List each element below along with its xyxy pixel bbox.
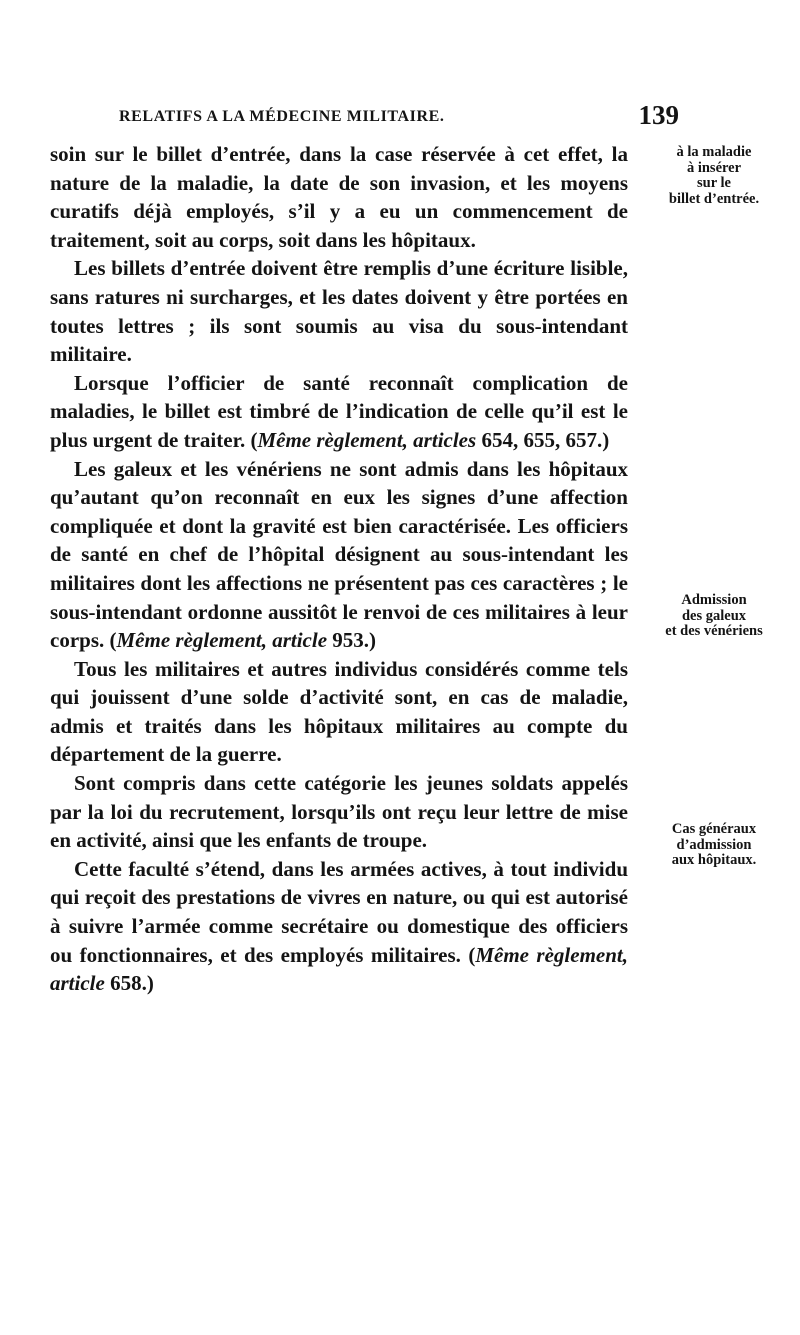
- margin-note-line: Admission: [681, 592, 747, 608]
- paragraph-4-reference: Même règlement, article: [116, 628, 328, 653]
- running-title: RELATIFS A LA MÉDECINE MILITAIRE.: [119, 108, 445, 125]
- margin-note-admission-galeux: [628, 593, 800, 640]
- margin-note-billet-entree: [628, 145, 800, 207]
- paragraph-3-text: Lorsque l’officier de santé reconnaît complication de maladies, le billet est timbré de l’indication de celle qu’il est le plus urgent de traiter. (: [50, 370, 628, 452]
- paragraph-2: Les billets d’entrée doivent être remplis d’une écriture lisible, sans ratures ni surcharges, et les dates doivent y être portées en toutes lettres ; ils sont soumis au visa du sous-intendant militaire.: [50, 256, 628, 367]
- margin-note-line: sur le: [697, 175, 731, 191]
- paragraph-4: [50, 455, 628, 655]
- margin-note-line: et des vénériens: [665, 623, 763, 639]
- paragraph-7-reference: Même règlement, article: [50, 942, 629, 996]
- paragraph-4-article-numbers: 953.): [327, 628, 377, 653]
- paragraph-7-article-numbers: 658.): [104, 971, 154, 996]
- margin-note-line: Cas généraux: [671, 821, 757, 837]
- margin-note-line: aux hôpitaux.: [671, 852, 757, 868]
- paragraph-3: [50, 369, 628, 455]
- running-header: [119, 100, 679, 130]
- page-number: 139: [638, 100, 679, 130]
- margin-note-cas-generaux: [628, 822, 800, 869]
- paragraph-5: Tous les militaires et autres individus considérés comme tels qui jouissent d’une solde d’activité sont, en cas de maladie, admis et traités dans les hôpitaux militaires au compte du département de la guerre.: [50, 656, 628, 767]
- paragraph-6: Sont compris dans cette catégorie les jeunes soldats appelés par la loi du recrutement, lorsqu’ils ont reçu leur lettre de mise en activité, ainsi que les enfants de troupe.: [50, 771, 628, 853]
- paragraph-3-reference: Même règlement, articles: [257, 427, 477, 452]
- margin-note-line: à insérer: [686, 159, 742, 176]
- margin-note-line: d’admission: [676, 836, 752, 853]
- paragraph-7: [50, 855, 628, 998]
- main-text: [50, 140, 628, 998]
- margin-note-line: billet d’entrée.: [668, 190, 760, 207]
- paragraph-1: soin sur le billet d’entrée, dans la case réservée à cet effet, la nature de la maladie, la date de son invasion, et les moyens curatifs déjà employés, s’il y a eu un commencement de traitement, soit au corps, soit dans les hôpitaux.: [50, 142, 628, 252]
- paragraph-7-text: Cette faculté s’étend, dans les armées actives, à tout individu qui reçoit des prestations de vivres en nature, ou qui est autorisé à suivre l’armée comme secrétaire ou domestique des officiers ou fonctionnaires, et des employés militaires. (: [50, 856, 628, 967]
- margin-note-line: à la maladie: [676, 144, 752, 160]
- paragraph-4-text: Les galeux et les vénériens ne sont admis dans les hôpitaux qu’autant qu’on reconnaît en eux les signes d’une affection compliquée et dont la gravité est bien caractérisée. Les officiers de santé en chef de l’hôpital désignent au sous-intendant les militaires dont les affections ne présentent pas ces caractères ; le sous-intendant ordonne aussitôt le renvoi de ces militaires à leur corps. (: [50, 456, 628, 653]
- paragraph-3-article-numbers: 654, 655, 657.): [476, 427, 610, 452]
- margin-note-line: des galeux: [681, 607, 747, 624]
